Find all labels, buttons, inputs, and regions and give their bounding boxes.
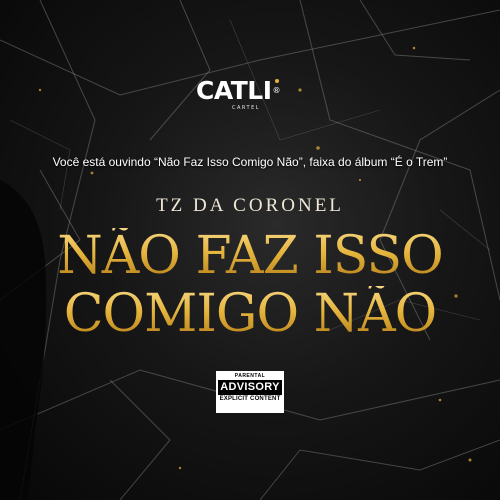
advisory-top-text: PARENTAL <box>234 373 266 379</box>
advisory-main-text: ADVISORY <box>218 380 282 395</box>
logo-accent-dot <box>275 79 279 83</box>
advisory-bottom-text: EXPLICIT CONTENT <box>219 396 281 402</box>
catli-cartel-logo <box>196 76 308 116</box>
artist-name: TZ DA CORONEL <box>156 195 344 216</box>
parental-advisory-label <box>216 371 284 413</box>
now-playing-caption: Você está ouvindo “Não Faz Isso Comigo Não”, faixa do álbum “É o Trem” <box>52 155 448 169</box>
logo-text: CATLI® <box>196 76 281 105</box>
song-title-line-2: COMIGO NÃO <box>0 286 500 342</box>
logo-subtext: CARTEL <box>232 105 261 111</box>
song-title-line-1: NÃO FAZ ISSO <box>0 228 500 284</box>
